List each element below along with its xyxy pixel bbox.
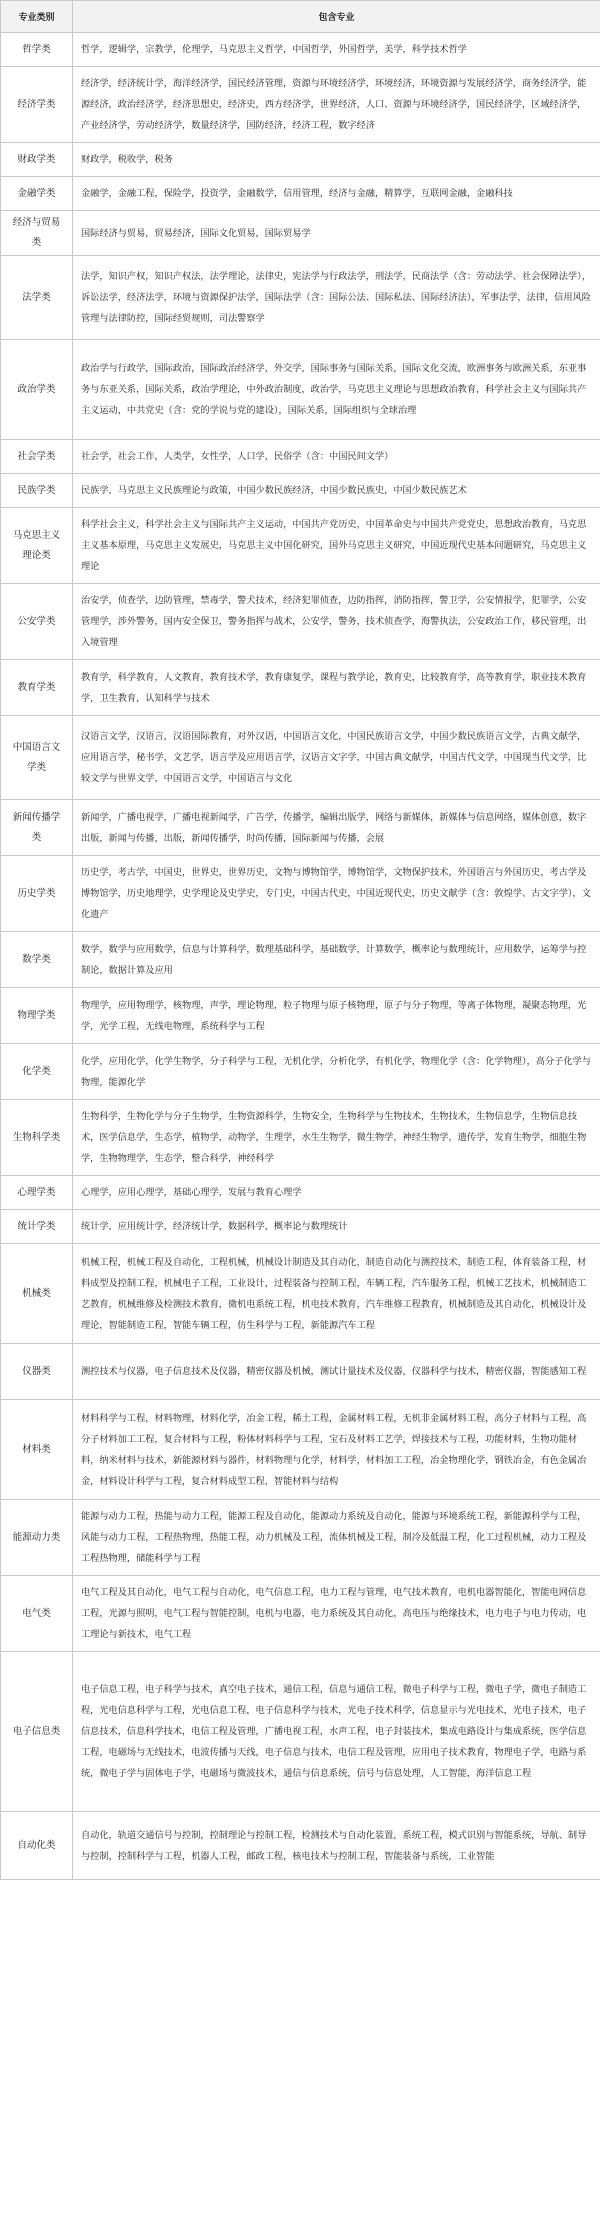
- category-cell: 政治学类: [1, 340, 73, 440]
- category-cell: 民族学类: [1, 474, 73, 508]
- table-row: [1, 1652, 600, 1812]
- table-row: [1, 1210, 600, 1244]
- category-cell: 教育学类: [1, 660, 73, 716]
- table-row: [1, 508, 600, 584]
- category-cell: 材料类: [1, 1400, 73, 1500]
- category-cell: 公安学类: [1, 584, 73, 660]
- category-cell: 金融学类: [1, 177, 73, 211]
- table-row: [1, 1812, 600, 1880]
- majors-cell: 机械工程，机械工程及自动化，工程机械，机械设计制造及其自动化，制造自动化与测控技术，制造工程，体育装备工程，材料成型及控制工程，机械电子工程，工业设计，过程装备与控制工程，车辆工程，汽车服务工程，机械工艺技术，机械制造工艺教育，机械维修及检测技术教育，微机电系统工程，机电技术教育，汽车维修工程教育，机械制造及其自动化，机械设计及理论，智能制造工程，智能车辆工程，仿生科学与工程，新能源汽车工程: [73, 1244, 600, 1344]
- majors-cell: 金融学，金融工程，保险学，投资学，金融数学，信用管理，经济与金融，精算学，互联网金融，金融科技: [73, 177, 600, 211]
- category-cell: 物理学类: [1, 988, 73, 1044]
- table-row: [1, 1576, 600, 1652]
- category-cell: 经济与贸易类: [1, 211, 73, 256]
- majors-cell: 心理学，应用心理学，基础心理学，发展与教育心理学: [73, 1176, 600, 1210]
- table-row: [1, 67, 600, 143]
- majors-cell: 国际经济与贸易，贸易经济，国际文化贸易，国际贸易学: [73, 211, 600, 256]
- majors-cell: 自动化，轨道交通信号与控制，控制理论与控制工程，检测技术与自动化装置，系统工程，模式识别与智能系统，导航、制导与控制，控制科学与工程，机器人工程，邮政工程，核电技术与控制工程，智能装备与系统，工业智能: [73, 1812, 600, 1880]
- table-row: [1, 716, 600, 800]
- table-row: [1, 1500, 600, 1576]
- majors-cell: 生物科学，生物化学与分子生物学，生物资源科学，生物安全，生物科学与生物技术，生物技术，生物信息学，生物信息技术，医学信息学，生态学，植物学，动物学，生理学，水生生物学，微生物学，神经生物学，遗传学，发育生物学，细胞生物学，生物物理学，生态学，整合科学，神经科学: [73, 1100, 600, 1176]
- table-row: [1, 1100, 600, 1176]
- majors-cell: 能源与动力工程，热能与动力工程，能源工程及自动化，能源动力系统及自动化，能源与环境系统工程，新能源科学与工程，风能与动力工程，工程热物理，热能工程，动力机械及工程，流体机械及工程，制冷及低温工程，化工过程机械，动力工程及工程热物理，储能科学与工程: [73, 1500, 600, 1576]
- table-row: [1, 340, 600, 440]
- category-cell: 电子信息类: [1, 1652, 73, 1812]
- category-cell: 经济学类: [1, 67, 73, 143]
- table-row: [1, 177, 600, 211]
- category-cell: 财政学类: [1, 143, 73, 177]
- table-row: [1, 211, 600, 256]
- majors-cell: 民族学，马克思主义民族理论与政策，中国少数民族经济，中国少数民族史，中国少数民族艺术: [73, 474, 600, 508]
- category-cell: 电气类: [1, 1576, 73, 1652]
- majors-cell: 法学，知识产权，知识产权法，法学理论，法律史，宪法学与行政法学，刑法学，民商法学（含：劳动法学、社会保障法学），诉讼法学，经济法学，环境与资源保护法学，国际法学（含：国际公法、国际私法、国际经济法），军事法学，法律，信用风险管理与法律防控，国际经贸规则，司法警察学: [73, 256, 600, 340]
- majors-cell: 汉语言文学，汉语言，汉语国际教育，对外汉语，中国语言文化，中国民族语言文学，中国少数民族语言文学，古典文献学，应用语言学，秘书学，文艺学，语言学及应用语言学，汉语言文字学，中国古典文献学，中国古代文学，中国现当代文学，比较文学与世界文学，中国语言文学，中国语言与文化: [73, 716, 600, 800]
- table-row: [1, 474, 600, 508]
- majors-cell: 科学社会主义，科学社会主义与国际共产主义运动，中国共产党历史，中国革命史与中国共产党党史，思想政治教育，马克思主义基本原理，马克思主义发展史，马克思主义中国化研究，国外马克思主义研究，中国近现代史基本问题研究，马克思主义理论: [73, 508, 600, 584]
- table-row: [1, 33, 600, 67]
- majors-cell: 物理学，应用物理学，核物理，声学，理论物理，粒子物理与原子核物理，原子与分子物理，等离子体物理，凝聚态物理，光学，光学工程，无线电物理，系统科学与工程: [73, 988, 600, 1044]
- majors-cell: 新闻学，广播电视学，广播电视新闻学，广告学，传播学，编辑出版学，网络与新媒体，新媒体与信息网络，媒体创意，数字出版，新闻与传播，出版，新闻传播学，时尚传播，国际新闻与传播，会展: [73, 800, 600, 856]
- category-cell: 仪器类: [1, 1344, 73, 1400]
- category-cell: 法学类: [1, 256, 73, 340]
- category-cell: 马克思主义理论类: [1, 508, 73, 584]
- table-row: [1, 988, 600, 1044]
- table-header-row: [1, 1, 600, 33]
- table-row: [1, 800, 600, 856]
- majors-cell: 测控技术与仪器，电子信息技术及仪器，精密仪器及机械，测试计量技术及仪器，仪器科学与技术，精密仪器，智能感知工程: [73, 1344, 600, 1400]
- table-row: [1, 440, 600, 474]
- majors-cell: 财政学，税收学，税务: [73, 143, 600, 177]
- category-cell: 哲学类: [1, 33, 73, 67]
- category-cell: 社会学类: [1, 440, 73, 474]
- majors-cell: 教育学，科学教育，人文教育，教育技术学，教育康复学，课程与教学论，教育史，比较教育学，高等教育学，职业技术教育学，卫生教育，认知科学与技术: [73, 660, 600, 716]
- table-row: [1, 1244, 600, 1344]
- table-row: [1, 1176, 600, 1210]
- category-cell: 自动化类: [1, 1812, 73, 1880]
- table-row: [1, 256, 600, 340]
- majors-cell: 哲学，逻辑学，宗教学，伦理学，马克思主义哲学，中国哲学，外国哲学，美学，科学技术哲学: [73, 33, 600, 67]
- table-row: [1, 856, 600, 932]
- table-row: [1, 143, 600, 177]
- table-row: [1, 1344, 600, 1400]
- majors-cell: 材料科学与工程，材料物理，材料化学，冶金工程，稀土工程，金属材料工程，无机非金属材料工程，高分子材料与工程，高分子材料加工工程，复合材料与工程，粉体材料科学与工程，宝石及材料工艺学，焊接技术与工程，功能材料，生物功能材料，纳米材料与技术，新能源材料与器件，材料物理与化学，材料学，材料加工工程，冶金物理化学，钢铁冶金，有色金属冶金，材料设计科学与工程，复合材料成型工程，智能材料与结构: [73, 1400, 600, 1500]
- table-row: [1, 660, 600, 716]
- majors-cell: 数学，数学与应用数学，信息与计算科学，数理基础科学，基础数学，计算数学，概率论与数理统计，应用数学，运筹学与控制论，数据计算及应用: [73, 932, 600, 988]
- majors-cell: 统计学，应用统计学，经济统计学，数据科学，概率论与数理统计: [73, 1210, 600, 1244]
- header-majors: 包含专业: [73, 1, 600, 33]
- category-cell: 数学类: [1, 932, 73, 988]
- majors-cell: 社会学，社会工作，人类学，女性学，人口学，民俗学（含：中国民间文学）: [73, 440, 600, 474]
- majors-cell: 电子信息工程，电子科学与技术，真空电子技术，通信工程，信息与通信工程，微电子科学与工程，微电子学，微电子制造工程，光电信息科学与工程，光电信息工程，电子信息科学与技术，光电子技术科学，信息显示与光电技术，光电子技术，电子信息技术，信息科学技术，电信工程及管理，广播电视工程，水声工程，电子封装技术，集成电路设计与集成系统，医学信息工程，电磁场与无线技术，电波传播与天线，电子信息与技术，电信工程及管理，应用电子技术教育，物理电子学，电路与系统，微电子学与固体电子学，电磁场与微波技术，通信与信息系统，信号与信息处理，人工智能，海洋信息工程: [73, 1652, 600, 1812]
- table-row: [1, 932, 600, 988]
- category-cell: 机械类: [1, 1244, 73, 1344]
- majors-cell: 经济学，经济统计学，海洋经济学，国民经济管理，资源与环境经济学，环境经济，环境资源与发展经济学，商务经济学，能源经济，政治经济学，经济思想史，经济史，西方经济学，世界经济，人口、资源与环境经济学，国民经济学，区域经济学，产业经济学，劳动经济学，数量经济学，国防经济，经济工程，数字经济: [73, 67, 600, 143]
- category-cell: 化学类: [1, 1044, 73, 1100]
- majors-cell: 历史学，考古学，中国史，世界史，世界历史，文物与博物馆学，博物馆学，文物保护技术，外国语言与外国历史，考古学及博物馆学，历史地理学，史学理论及史学史，专门史，中国古代史，中国近现代史，历史文献学（含：敦煌学、古文字学），文化遗产: [73, 856, 600, 932]
- majors-cell: 政治学与行政学，国际政治，国际政治经济学，外交学，国际事务与国际关系，国际文化交流，欧洲事务与欧洲关系，东亚事务与东亚关系，国际关系，政治学理论，中外政治制度，政治学，马克思主义理论与思想政治教育，科学社会主义与国际共产主义运动，中共党史（含：党的学说与党的建设），国际关系，国际组织与全球治理: [73, 340, 600, 440]
- table-row: [1, 584, 600, 660]
- category-cell: 统计学类: [1, 1210, 73, 1244]
- majors-cell: 电气工程及其自动化，电气工程与自动化，电气信息工程，电力工程与管理，电气技术教育，电机电器智能化，智能电网信息工程，光源与照明，电气工程与智能控制，电机与电器，电力系统及其自动化，高电压与绝缘技术，电力电子与电力传动，电工理论与新技术，电气工程: [73, 1576, 600, 1652]
- category-cell: 心理学类: [1, 1176, 73, 1210]
- majors-cell: 化学，应用化学，化学生物学，分子科学与工程，无机化学，分析化学，有机化学，物理化学（含：化学物理），高分子化学与物理，能源化学: [73, 1044, 600, 1100]
- category-cell: 生物科学类: [1, 1100, 73, 1176]
- table-row: [1, 1044, 600, 1100]
- category-cell: 历史学类: [1, 856, 73, 932]
- category-cell: 中国语言文学类: [1, 716, 73, 800]
- majors-cell: 治安学，侦查学，边防管理，禁毒学，警犬技术，经济犯罪侦查，边防指挥，消防指挥，警卫学，公安情报学，犯罪学，公安管理学，涉外警务，国内安全保卫，警务指挥与战术，公安学，警务，技术侦查学，海警执法，公安政治工作，移民管理，出入境管理: [73, 584, 600, 660]
- header-category: 专业类别: [1, 1, 73, 33]
- table-row: [1, 1400, 600, 1500]
- category-cell: 新闻传播学类: [1, 800, 73, 856]
- category-cell: 能源动力类: [1, 1500, 73, 1576]
